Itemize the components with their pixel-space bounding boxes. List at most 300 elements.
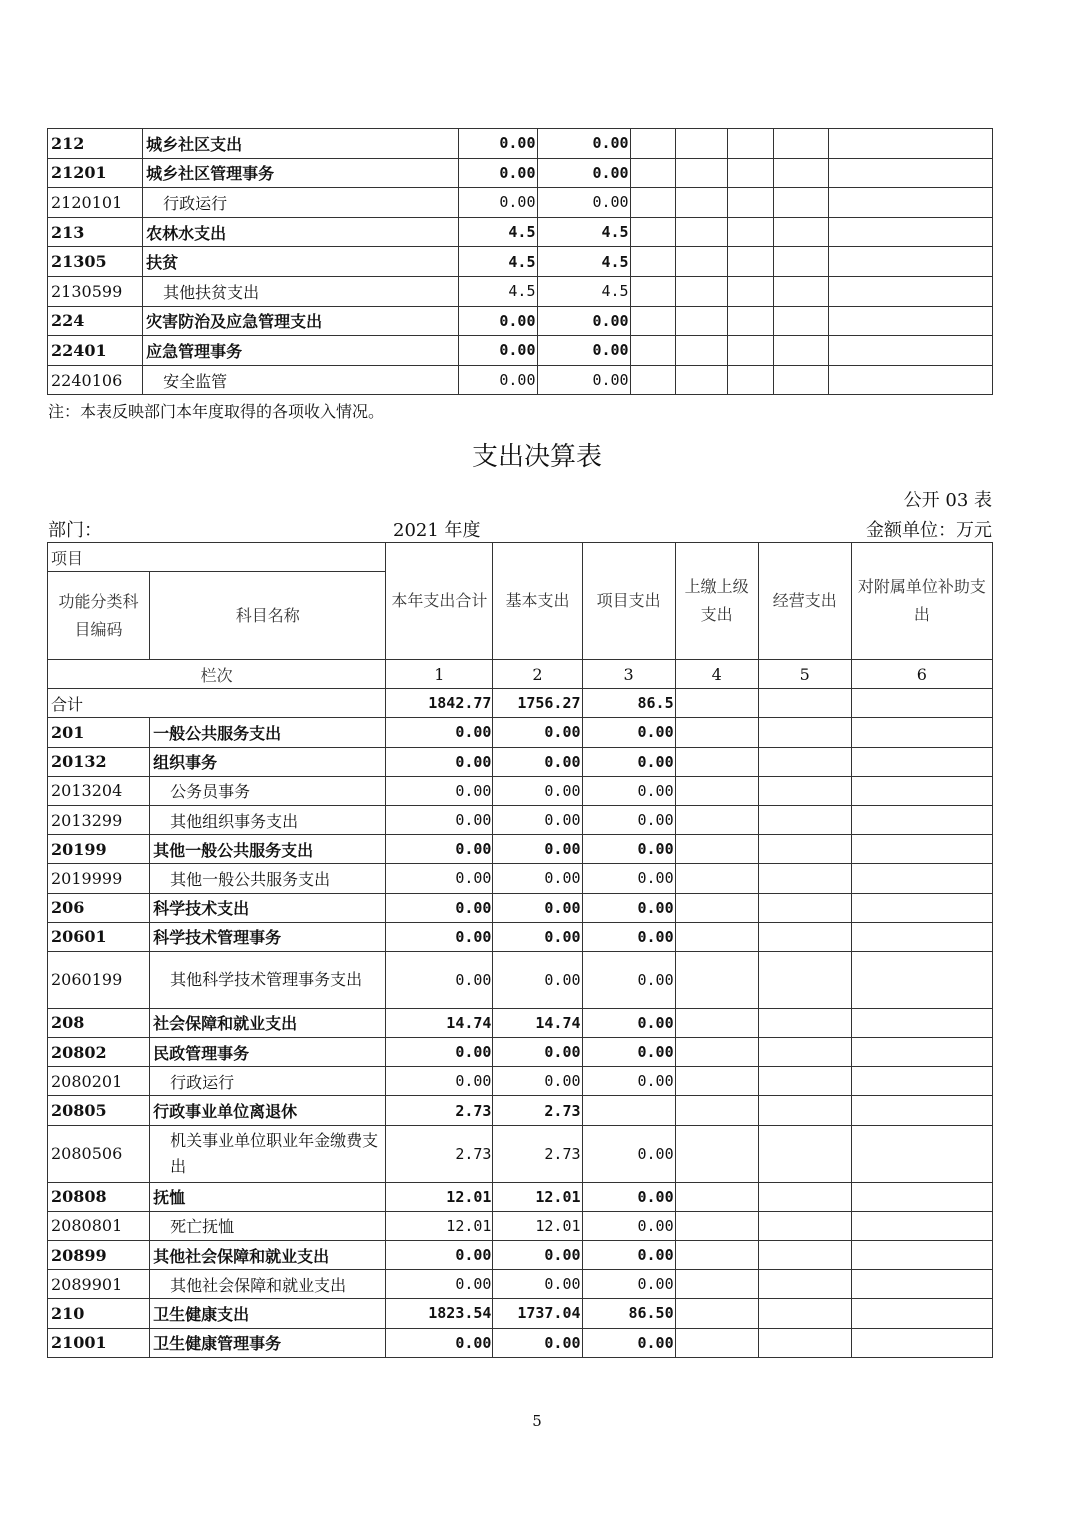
amount-cell: 0.00 [493,835,582,864]
empty-cell [758,1299,851,1328]
amount-cell: 0.00 [493,718,582,747]
empty-cell [851,718,992,747]
amount-cell: 0.00 [386,1270,493,1299]
table-row [48,336,993,366]
amount-cell: 0.00 [493,1067,582,1096]
empty-cell [675,776,758,805]
empty-cell [675,805,758,834]
amount-cell: 0.00 [537,365,630,395]
empty-cell [758,864,851,893]
department-label: 部门： [48,520,102,541]
empty-cell [675,1008,758,1037]
empty-cell [675,951,758,1008]
empty-cell [773,276,828,306]
empty-cell [630,365,675,395]
empty-cell [675,718,758,747]
empty-cell [675,217,727,247]
subject-name: 农林水支出 [143,217,459,247]
subject-name: 应急管理事务 [143,336,459,366]
amount-cell: 0.00 [537,336,630,366]
amount-cell: 0.00 [386,747,493,776]
fiscal-year: 2021 年度 [393,520,481,541]
amount-cell: 0.00 [582,864,675,893]
amount-cell: 0.00 [582,922,675,951]
subject-code: 206 [48,893,150,922]
amount-cell: 12.01 [493,1211,582,1240]
table-row [48,247,993,277]
empty-cell [675,365,727,395]
empty-cell [758,1038,851,1067]
amount-cell: 2.73 [386,1096,493,1125]
amount-cell: 2.73 [493,1125,582,1182]
subject-code: 2089901 [48,1270,150,1299]
total-row [48,689,993,718]
amount-cell: 12.01 [386,1182,493,1211]
table-row [48,188,993,218]
subject-name: 其他组织事务支出 [150,805,386,834]
table-row [48,835,993,864]
empty-cell [675,158,727,188]
subject-name: 卫生健康管理事务 [150,1328,386,1357]
amount-cell: 0.00 [459,158,537,188]
subject-code: 21305 [48,247,143,277]
header-project-expenditure: 项目支出 [582,543,675,660]
table-row [48,747,993,776]
subject-name: 其他一般公共服务支出 [150,835,386,864]
subject-code: 201 [48,718,150,747]
row-number-label: 栏次 [48,660,386,689]
amount-cell: 0.00 [582,1182,675,1211]
amount-cell: 0.00 [493,776,582,805]
empty-cell [758,1270,851,1299]
empty-cell [851,747,992,776]
subject-name: 死亡抚恤 [150,1211,386,1240]
subject-code: 2240106 [48,365,143,395]
amount-cell: 4.5 [459,247,537,277]
empty-cell [675,276,727,306]
empty-cell [675,1067,758,1096]
subject-name: 公务员事务 [150,776,386,805]
amount-cell: 0.00 [582,747,675,776]
empty-cell [675,306,727,336]
table-row [48,776,993,805]
amount-cell: 4.5 [537,217,630,247]
header-total-expenditure: 本年支出合计 [386,543,493,660]
amount-cell: 0.00 [537,306,630,336]
empty-cell [727,365,773,395]
subject-code: 20601 [48,922,150,951]
amount-cell: 0.00 [582,1125,675,1182]
amount-cell: 0.00 [386,864,493,893]
empty-cell [630,158,675,188]
table-row [48,805,993,834]
table-row [48,1270,993,1299]
amount-cell: 0.00 [386,776,493,805]
subject-name: 其他社会保障和就业支出 [150,1241,386,1270]
amount-cell: 0.00 [582,1270,675,1299]
subject-code: 2120101 [48,188,143,218]
page-number: 5 [532,1412,542,1430]
header-function-code: 功能分类科目编码 [48,572,150,660]
header-basic-expenditure: 基本支出 [493,543,582,660]
empty-cell [758,1067,851,1096]
empty-cell [727,306,773,336]
total-value: 1842.77 [386,689,493,718]
amount-cell: 0.00 [386,835,493,864]
subject-name: 卫生健康支出 [150,1299,386,1328]
empty-cell [758,747,851,776]
table-row [48,1125,993,1182]
amount-cell: 0.00 [537,158,630,188]
col-number: 2 [493,660,582,689]
subject-name: 其他科学技术管理事务支出 [150,951,386,1008]
table-row [48,864,993,893]
amount-cell: 0.00 [493,951,582,1008]
amount-cell: 0.00 [459,336,537,366]
col-number: 6 [851,660,992,689]
empty-cell [758,1241,851,1270]
amount-cell: 0.00 [537,129,630,159]
empty-cell [630,217,675,247]
amount-cell: 0.00 [493,747,582,776]
amount-cell: 0.00 [459,129,537,159]
table-row [48,365,993,395]
amount-cell: 0.00 [582,1241,675,1270]
empty-cell [851,951,992,1008]
amount-cell: 0.00 [582,1038,675,1067]
amount-cell: 1823.54 [386,1299,493,1328]
subject-code: 20802 [48,1038,150,1067]
empty-cell [773,247,828,277]
subject-name: 其他一般公共服务支出 [150,864,386,893]
amount-cell: 12.01 [386,1211,493,1240]
empty-cell [675,1096,758,1125]
empty-cell [851,1038,992,1067]
amount-cell: 0.00 [582,1067,675,1096]
empty-cell [758,805,851,834]
empty-cell [828,247,992,277]
table-row [48,306,993,336]
subject-code: 2080801 [48,1211,150,1240]
subject-code: 20808 [48,1182,150,1211]
empty-cell [851,805,992,834]
empty-cell [675,1299,758,1328]
header-subsidiary-grants: 对附属单位补助支出 [851,543,992,660]
income-table-continued [47,128,993,395]
header-subject-name: 科目名称 [150,572,386,660]
empty-cell [758,922,851,951]
amount-cell: 0.00 [582,835,675,864]
amount-cell: 0.00 [582,1328,675,1357]
amount-cell: 0.00 [582,805,675,834]
amount-cell: 0.00 [493,1270,582,1299]
amount-cell: 0.00 [493,805,582,834]
amount-cell: 0.00 [386,951,493,1008]
amount-cell: 0.00 [386,1328,493,1357]
amount-cell [582,1096,675,1125]
empty-cell [851,776,992,805]
subject-code: 20132 [48,747,150,776]
table-row [48,129,993,159]
subject-name: 其他社会保障和就业支出 [150,1270,386,1299]
empty-cell [675,864,758,893]
amount-cell: 0.00 [582,718,675,747]
empty-cell [630,188,675,218]
empty-cell [828,158,992,188]
subject-name: 组织事务 [150,747,386,776]
empty-cell [675,1038,758,1067]
empty-cell [851,1182,992,1211]
subject-name: 城乡社区支出 [143,129,459,159]
amount-cell: 0.00 [386,1038,493,1067]
amount-cell: 0.00 [386,1067,493,1096]
amount-cell: 4.5 [537,276,630,306]
empty-cell [675,1328,758,1357]
empty-cell [675,1241,758,1270]
table-note: 注：本表反映部门本年度取得的各项收入情况。 [48,402,385,421]
empty-cell [773,129,828,159]
subject-code: 208 [48,1008,150,1037]
empty-cell [675,747,758,776]
subject-name: 一般公共服务支出 [150,718,386,747]
subject-code: 20805 [48,1096,150,1125]
empty-cell [758,718,851,747]
amount-cell: 12.01 [493,1182,582,1211]
empty-cell [727,188,773,218]
subject-code: 2013204 [48,776,150,805]
amount-cell: 0.00 [386,922,493,951]
amount-cell: 0.00 [582,776,675,805]
empty-cell [675,893,758,922]
amount-cell: 0.00 [493,1038,582,1067]
header-item: 项目 [48,543,386,572]
amount-cell: 0.00 [537,188,630,218]
subject-name: 行政运行 [143,188,459,218]
col-number: 5 [758,660,851,689]
empty-cell [675,1211,758,1240]
empty-cell [727,336,773,366]
amount-cell: 1737.04 [493,1299,582,1328]
empty-cell [630,306,675,336]
subject-name: 扶贫 [143,247,459,277]
empty-cell [758,1125,851,1182]
table-row [48,951,993,1008]
empty-cell [675,1270,758,1299]
table-row [48,1211,993,1240]
amount-cell: 0.00 [493,922,582,951]
empty-cell [851,1096,992,1125]
table-row [48,217,993,247]
col-number: 4 [675,660,758,689]
subject-code: 20199 [48,835,150,864]
empty-cell [758,776,851,805]
amount-cell: 0.00 [582,893,675,922]
subject-name: 机关事业单位职业年金缴费支出 [150,1125,386,1182]
empty-cell [851,1067,992,1096]
amount-cell: 0.00 [493,1241,582,1270]
empty-cell [828,188,992,218]
empty-cell [828,276,992,306]
empty-cell [851,835,992,864]
empty-cell [758,951,851,1008]
empty-cell [758,893,851,922]
expenditure-table [47,542,993,1358]
subject-code: 213 [48,217,143,247]
subject-code: 2013299 [48,805,150,834]
empty-cell [727,129,773,159]
empty-cell [758,1182,851,1211]
empty-cell [851,1125,992,1182]
subject-code: 2080506 [48,1125,150,1182]
empty-cell [675,1182,758,1211]
amount-cell: 14.74 [493,1008,582,1037]
amount-cell: 14.74 [386,1008,493,1037]
subject-code: 212 [48,129,143,159]
empty-cell [773,306,828,336]
empty-cell [758,1008,851,1037]
table-row [48,1067,993,1096]
amount-cell: 0.00 [582,1008,675,1037]
page-title: 支出决算表 [471,442,602,472]
empty-cell [727,217,773,247]
empty-cell [851,1299,992,1328]
subject-name: 灾害防治及应急管理支出 [143,306,459,336]
empty-cell [828,306,992,336]
header-remit-superior: 上缴上级支出 [675,543,758,660]
table-row [48,1299,993,1328]
subject-name: 安全监管 [143,365,459,395]
subject-code: 21001 [48,1328,150,1357]
amount-cell: 0.00 [582,1211,675,1240]
form-number: 公开 03 表 [903,490,992,511]
subject-name: 城乡社区管理事务 [143,158,459,188]
table-row [48,1008,993,1037]
empty-cell [675,1125,758,1182]
amount-cell: 0.00 [459,306,537,336]
empty-cell [675,336,727,366]
amount-cell: 0.00 [493,1328,582,1357]
table-row [48,1241,993,1270]
amount-cell: 2.73 [386,1125,493,1182]
empty-cell [851,1008,992,1037]
total-value: 86.5 [582,689,675,718]
empty-cell [630,336,675,366]
empty-cell [828,129,992,159]
empty-cell [758,1211,851,1240]
empty-cell [828,217,992,247]
table-row [48,276,993,306]
amount-cell: 4.5 [459,217,537,247]
amount-unit: 金额单位：万元 [866,520,992,541]
empty-cell [727,247,773,277]
amount-cell: 0.00 [493,893,582,922]
empty-cell [675,129,727,159]
empty-cell [851,864,992,893]
subject-name: 抚恤 [150,1182,386,1211]
empty-cell [758,835,851,864]
amount-cell: 4.5 [537,247,630,277]
subject-code: 224 [48,306,143,336]
empty-cell [675,922,758,951]
empty-cell [758,1096,851,1125]
subject-code: 210 [48,1299,150,1328]
subject-code: 2130599 [48,276,143,306]
empty-cell [851,1328,992,1357]
empty-cell [675,835,758,864]
amount-cell: 0.00 [386,805,493,834]
table-row [48,922,993,951]
empty-cell [851,893,992,922]
empty-cell [773,158,828,188]
empty-cell [630,129,675,159]
empty-cell [727,158,773,188]
subject-name: 民政管理事务 [150,1038,386,1067]
amount-cell: 0.00 [459,365,537,395]
amount-cell: 0.00 [582,951,675,1008]
amount-cell: 86.50 [582,1299,675,1328]
table-row [48,1038,993,1067]
empty-cell [851,1241,992,1270]
subject-code: 21201 [48,158,143,188]
empty-cell [828,336,992,366]
subject-name: 其他扶贫支出 [143,276,459,306]
amount-cell: 0.00 [386,1241,493,1270]
subject-name: 行政运行 [150,1067,386,1096]
table-row [48,158,993,188]
subject-name: 社会保障和就业支出 [150,1008,386,1037]
subject-code: 2060199 [48,951,150,1008]
empty-cell [773,336,828,366]
subject-name: 行政事业单位离退休 [150,1096,386,1125]
empty-cell [773,217,828,247]
empty-cell [758,1328,851,1357]
empty-cell [630,247,675,277]
empty-cell [851,1270,992,1299]
total-value: 1756.27 [493,689,582,718]
amount-cell: 0.00 [386,893,493,922]
table-row [48,1328,993,1357]
empty-cell [851,922,992,951]
empty-cell [675,188,727,218]
subject-name: 科学技术支出 [150,893,386,922]
subject-code: 2019999 [48,864,150,893]
col-number: 3 [582,660,675,689]
empty-cell [851,1211,992,1240]
amount-cell: 0.00 [493,864,582,893]
subject-code: 2080201 [48,1067,150,1096]
table-row [48,1096,993,1125]
table-row [48,718,993,747]
amount-cell: 0.00 [386,718,493,747]
total-label: 合计 [48,689,386,718]
empty-cell [828,365,992,395]
empty-cell [630,276,675,306]
header-operating-expenditure: 经营支出 [758,543,851,660]
empty-cell [773,365,828,395]
amount-cell: 4.5 [459,276,537,306]
empty-cell [773,188,828,218]
amount-cell: 2.73 [493,1096,582,1125]
subject-code: 20899 [48,1241,150,1270]
table-row [48,1182,993,1211]
empty-cell [727,276,773,306]
subject-code: 22401 [48,336,143,366]
col-number: 1 [386,660,493,689]
empty-cell [675,247,727,277]
amount-cell: 0.00 [459,188,537,218]
subject-name: 科学技术管理事务 [150,922,386,951]
table-row [48,893,993,922]
